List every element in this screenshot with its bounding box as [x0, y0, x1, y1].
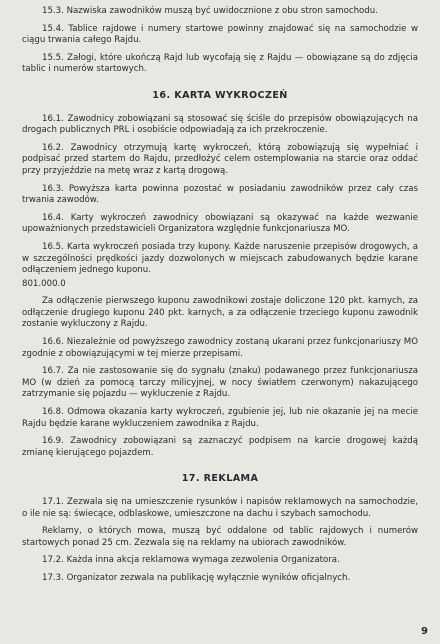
- section-16-heading: 16. KARTA WYKROCZEŃ: [152, 89, 288, 101]
- section-16: [22, 90, 418, 459]
- paragraph-16-8: 16.8. Odmowa okazania karty wykroczeń, zgubienie jej, lub nie okazanie jej na mecie Rajdu będzie karane wykluczeniem zawodnika z Rajdu.: [22, 407, 418, 429]
- paragraph-17-3: 17.3. Organizator zezwala na publikację wyłącznie wyników oficjalnych.: [42, 572, 351, 583]
- paragraph-15-5: 15.5. Załogi, które ukończą Rajd lub wycofają się z Rajdu — obowiązane są do zdjęcia tablic i numerów startowych.: [22, 52, 418, 75]
- section-17: [22, 473, 418, 584]
- paragraph-16-3: 16.3. Powyższa karta powinna pozostać w posiadaniu zawodników przez cały czas trwania zawodów.: [22, 183, 418, 206]
- section-17-heading: 17. REKLAMA: [181, 473, 259, 485]
- section-15: [22, 6, 418, 76]
- paragraph-16-9: 16.9. Zawodnicy zobowiązani są zaznaczyć podpisem na karcie drogowej każdą zmianę kierującego pojazdem.: [22, 436, 418, 458]
- reference-code: 801.000.0: [22, 278, 66, 289]
- paragraph-15-3: 15.3. Nazwiska zawodników muszą być uwidocznione z obu stron samochodu.: [42, 6, 378, 16]
- paragraph-17-1-continued: Reklamy, o których mowa, muszą być oddalone od tablic rajdowych i numerów startowych ponad 25 cm. Zezwala się na reklamy na ubiorach zawodników.: [22, 526, 418, 548]
- paragraph-17-2: 17.2. Każda inna akcja reklamowa wymaga zezwolenia Organizatora.: [42, 555, 340, 566]
- page-number: 9: [421, 626, 428, 638]
- paragraph-16-5-continued: Za odłączenie pierwszego kuponu zawodnikowi zostaje doliczone 120 pkt. karnych, za odłączenie drugiego kuponu 240 pkt. karnych, a za odłączenie trzeciego kuponu zawodnik zostanie wykluczony z Rajdu.: [22, 296, 418, 330]
- paragraph-17-1: 17.1. Zezwala się na umieszczenie rysunków i napisów reklamowych na samochodzie, o ile nie są: świecące, odblaskowe, umieszczone na dachu i szybach samochodu.: [22, 497, 418, 519]
- paragraph-16-6: 16.6. Niezależnie od powyższego zawodnicy zostaną ukarani przez funkcjonariuszy MO zgodnie z obowiązującymi w tej mierze przepisami.: [22, 337, 418, 359]
- paragraph-16-4: 16.4. Karty wykroczeń zawodnicy obowiązani są okazywać na każde wezwanie upoważnionych przedstawicieli Organizatora względnie funkcjonariusza MO.: [22, 212, 418, 235]
- paragraph-16-7: 16.7. Za nie zastosowanie się do sygnału (znaku) podawanego przez funkcjonariusza MO (w dzień za pomocą tarczy milicyjnej, w nocy światłem czerwonym) nakazującego zatrzymanie się pojazdu — wykluczenie z Rajdu.: [22, 366, 418, 400]
- paragraph-15-4: 15.4. Tablice rajdowe i numery startowe powinny znajdować się na samochodzie w ciągu trwania całego Rajdu.: [22, 23, 418, 46]
- paragraph-16-2: 16.2. Zawodnicy otrzymują kartę wykroczeń, którą zobowiązują się wypełniać i podpisać przed startem do Rajdu, przedłożyć celem ostemplowania na starcie oraz oddać przy przyjeździe na metę wraz z kartą drogową.: [22, 142, 418, 176]
- paragraph-16-5: 16.5. Karta wykroczeń posiada trzy kupony. Każde naruszenie przepisów drogowych, a w szczególności prędkości jazdy dozwolonych w miejscach zabudowanych będzie karane odłączeniem jednego kuponu.: [22, 241, 418, 276]
- paragraph-16-1: 16.1. Zawodnicy zobowiązani są stosować się ściśle do przepisów obowiązujących na drogach publicznych PRL i osobiście odpowiadają za ich przekroczenie.: [22, 113, 418, 136]
